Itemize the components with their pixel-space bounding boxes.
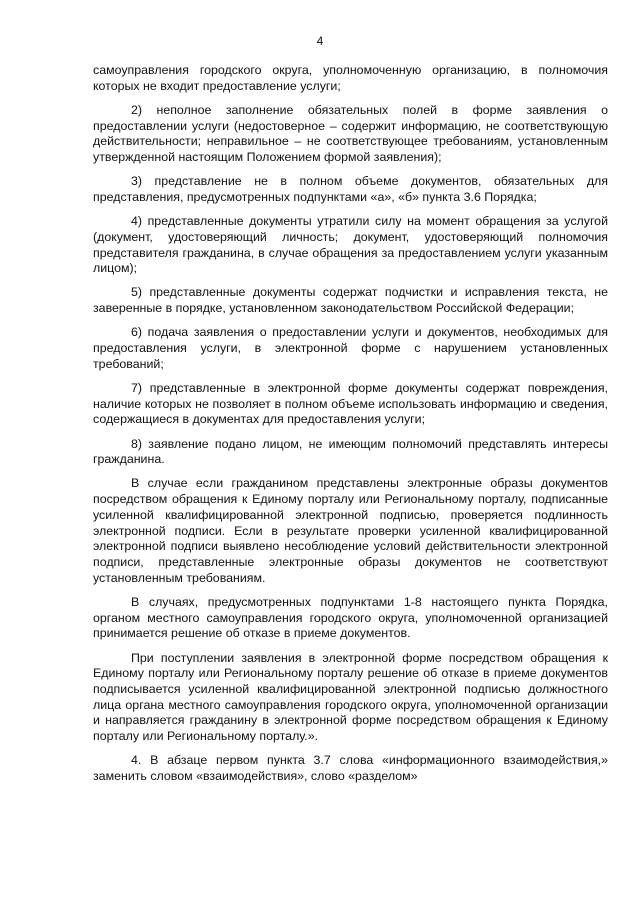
paragraph-refusal-decision: В случаях, предусмотренных подпунктами 1-8 настоящего пункта Порядка, органом местного самоуправления городского округа, уполномоченной организацией принимается решение об отказе в приеме документов.	[93, 594, 608, 641]
paragraph-item-7: 7) представленные в электронной форме документы содержат повреждения, наличие которых не позволяет в полном объеме использовать информацию и сведения, содержащиеся в документах для предоставления услуги;	[93, 380, 608, 427]
paragraph-continuation: самоуправления городского округа, уполномоченную организацию, в полномочия которых не входит предоставление услуги;	[93, 63, 608, 93]
paragraph-item-3: 3) представление не в полном объеме документов, обязательных для представления, предусмотренных подпунктами «а», «б» пункта 3.6 Порядка;	[93, 174, 608, 204]
paragraph-item-4: 4) представленные документы утратили силу на момент обращения за услугой (документ, удостоверяющий личность; документ, удостоверяющий полномочия представителя гражданина, в случае обращения за предоставлением услуги указанным лицом);	[93, 214, 608, 276]
paragraph-signature-check: В случае если гражданином представлены электронные образы документов посредством обращения к Единому порталу или Региональному порталу, подписанные усиленной квалифицированной электронной подписью, проверяется подлинность электронной подписи. Если в результате проверки усиленной квалифицированной электронной подписи выявлено несоблюдение условий действительности электронной подписи, представленные электронные образы документов не соответствуют установленным требованиям.	[93, 476, 608, 585]
paragraph-item-2: 2) неполное заполнение обязательных полей в форме заявления о предоставлении услуги (недостоверное – содержит информацию, не соответствующую действительности; неправильное – не соответствующее требованиям, установленным утвержденной настоящим Положением формой заявления);	[93, 102, 608, 165]
page-number: 4	[316, 34, 324, 48]
paragraph-item-6: 6) подача заявления о предоставлении услуги и документов, необходимых для предоставления услуги, в электронной форме с нарушением установленных требований;	[93, 325, 608, 371]
paragraph-item-5: 5) представленные документы содержат подчистки и исправления текста, не заверенные в порядке, установленном законодательством Российской Федерации;	[93, 285, 608, 316]
paragraph-item-8: 8) заявление подано лицом, не имеющим полномочий представлять интересы гражданина.	[93, 436, 608, 467]
document-body	[93, 63, 608, 793]
paragraph-electronic-refusal: При поступлении заявления в электронной форме посредством обращения к Единому порталу или Региональному порталу решение об отказе в приеме документов подписывается усиленной квалифицированной электронной подписью должностного лица органа местного самоуправления городского округа, уполномоченной организации и направляется гражданину в электронной форме посредством обращения к Единому порталу или Региональному порталу.».	[93, 650, 608, 744]
paragraph-amendment-4: 4. В абзаце первом пункта 3.7 слова «информационного взаимодействия,» заменить словом «взаимодействия», слово «разделом»	[93, 753, 608, 783]
